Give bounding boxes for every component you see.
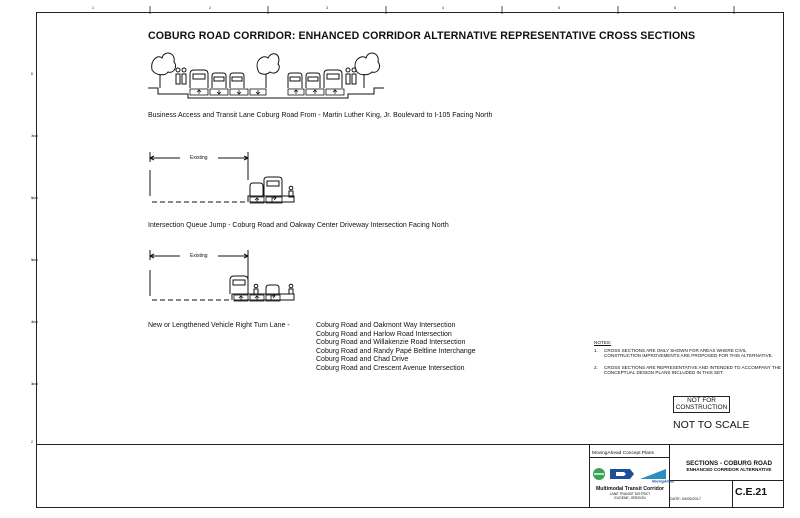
ruler-letter-6: 3: [31, 382, 33, 386]
page-title: COBURG ROAD CORRIDOR: ENHANCED CORRIDOR ALTERNATIVE REPRESENTATIVE CROSS SECTIONS: [148, 30, 696, 42]
note-number: 2.: [594, 364, 598, 370]
queue-jump-cross-section: [146, 150, 306, 212]
note-text: CROSS SECTIONS ARE REPRESENTATIVE AND INTENDED TO ACCOMPANY THE CONCEPTUAL DESIGN PLANS INCLUDED IN THIS SET.: [604, 364, 782, 375]
left-ruler: [28, 0, 38, 518]
ruler-letter-1: 8: [31, 72, 33, 76]
notes-block: [594, 340, 784, 381]
existing-label-right-turn: Existing: [190, 253, 208, 259]
list-item: Coburg Road and Crescent Avenue Intersection: [316, 364, 465, 372]
title-block-divider: [589, 457, 670, 458]
title-block-divider: [669, 480, 784, 481]
movingahead-logo-text: MovingAhead: [652, 479, 675, 484]
list-item: Coburg Road and Harlow Road Intersection: [316, 330, 452, 338]
bat-lane-cross-section: [148, 44, 384, 100]
note-number: 1.: [594, 348, 598, 354]
title-block-divider: [732, 480, 733, 508]
list-item: Coburg Road and Chad Drive: [316, 356, 409, 364]
right-turn-cross-section: [146, 250, 306, 312]
list-item: Coburg Road and Willakenzie Road Intersection: [316, 339, 466, 347]
project-name: Multimodal Transit Corridor: [595, 486, 665, 492]
sheet-title-sub: ENHANCED CORRIDOR ALTERNATIVE: [686, 467, 772, 472]
right-turn-location-list: [316, 322, 476, 374]
right-turn-caption: New or Lengthened Vehicle Right Turn Lane -: [148, 322, 290, 329]
list-item: Coburg Road and Oakmont Way Intersection: [316, 322, 456, 329]
ruler-num-3: 3: [326, 6, 328, 10]
ruler-num-4: 4: [442, 6, 444, 10]
note-item: [594, 348, 784, 358]
sheet-number: C.E.21: [735, 486, 768, 498]
agency-line-1: LANE TRANSIT DISTRICT: [609, 492, 651, 496]
ruler-letter-4: 5: [31, 258, 33, 262]
movingahead-logo-icon: [640, 469, 666, 479]
agency-logos: [590, 466, 675, 484]
ruler-letter-3: 6: [31, 196, 33, 200]
ruler-num-2: 2: [209, 6, 211, 10]
agency-address: [590, 493, 670, 501]
queue-jump-caption: Intersection Queue Jump - Coburg Road and Oakway Center Driveway Intersection Facing North: [148, 222, 449, 229]
list-item: Coburg Road and Randy Papé Beltline Interchange: [316, 347, 476, 355]
sheet-date: DATE: 04/05/2017: [670, 497, 701, 501]
agency-line-2: EUGENE, OREGON: [614, 495, 646, 500]
concept-plans-label: MovingAhead Concept Plans: [592, 451, 654, 456]
ruler-num-1: 1: [92, 6, 94, 10]
note-item: [594, 365, 784, 375]
bat-lane-caption: Business Access and Transit Lane Coburg Road From - Martin Luther King, Jr. Boulevard to I-105 Facing North: [148, 112, 493, 119]
top-ruler: [36, 0, 784, 14]
sheet-title: [675, 461, 783, 473]
stamp-line-2: CONSTRUCTION: [675, 404, 728, 412]
note-text: CROSS SECTIONS ARE ONLY SHOWN FOR AREAS WHERE CIVIL CONSTRUCTION IMPROVEMENTS ARE PROPOSED FOR THIS ALTERNATIVE.: [604, 348, 773, 359]
ruler-letter-7: 2: [31, 440, 33, 444]
sheet-title-main: SECTIONS - COBURG ROAD: [685, 460, 773, 467]
not-for-construction-stamp: [673, 396, 730, 413]
not-to-scale-label: NOT TO SCALE: [673, 419, 750, 431]
stamp-line-1: NOT FOR: [687, 397, 716, 404]
ruler-num-5: 5: [558, 6, 560, 10]
existing-label-queue: Existing: [190, 155, 208, 161]
notes-heading: NOTES:: [594, 340, 612, 345]
ruler-num-6: 6: [674, 6, 676, 10]
ruler-letter-2: 7: [31, 134, 33, 138]
ruler-letter-5: 4: [31, 320, 33, 324]
